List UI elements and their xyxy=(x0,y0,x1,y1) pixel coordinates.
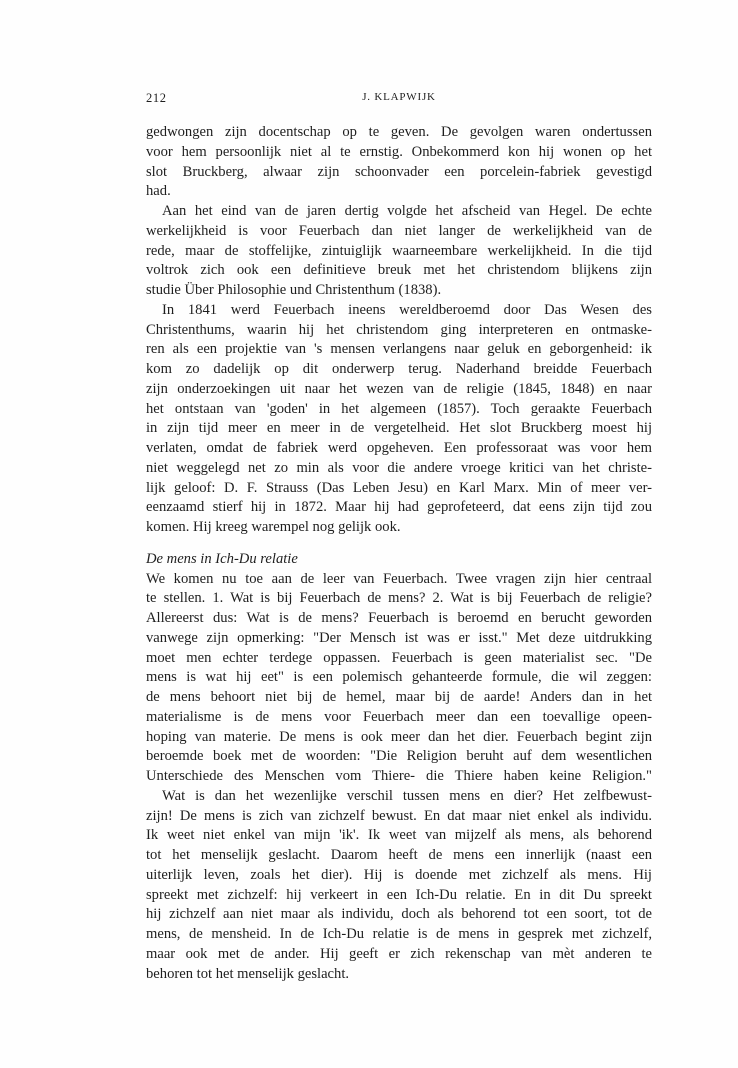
text-line: komen. Hij kreeg warempel nog gelijk ook. xyxy=(146,519,401,535)
body-text xyxy=(146,123,652,984)
text-line: kom zo dadelijk op dit onderwerp terug. Naderhand breidde Feuerbach xyxy=(146,361,652,377)
text-line: In 1841 werd Feuerbach ineens wereldberoemd door Das Wesen des xyxy=(162,301,652,318)
text-line: het ontstaan van 'goden' in het algemeen (1857). Toch geraakte Feuerbach xyxy=(146,400,652,417)
text-line: Allereerst dus: Wat is de mens? Feuerbach is beroemd en berucht geworden xyxy=(146,610,652,626)
text-line: mens, de mensheid. In de Ich-Du relatie is de mens in gesprek met zichzelf, xyxy=(146,926,652,942)
page-number: 212 xyxy=(146,91,167,105)
running-head xyxy=(146,91,652,109)
text-line: ren als een projektie van 's mensen verlangens naar geluk en geborgenheid: ik xyxy=(146,341,652,358)
text-line: in zijn tijd meer en meer in de vergetelheid. Het slot Bruckberg moest hij xyxy=(146,420,652,437)
text-line: eenzaamd stierf hij in 1872. Maar hij had geprofeteerd, dat eens zijn tijd zou xyxy=(146,499,652,516)
text-line: te stellen. 1. Wat is bij Feuerbach de mens? 2. Wat is bij Feuerbach de religie? xyxy=(146,590,652,607)
text-line: Aan het eind van de jaren dertig volgde het afscheid van Hegel. De echte xyxy=(162,203,652,219)
text-line: hij zichzelf aan niet maar als individu, doch als behorend tot een soort, tot de xyxy=(146,906,652,923)
text-line: tot het menselijk geslacht. Daarom heeft de mens een innerlijk (naast een xyxy=(146,847,652,863)
text-line: mens is wat hij eet" is een polemisch gehanteerde formule, die wil zeggen: xyxy=(146,669,652,686)
text-line: voor hem persoonlijk niet al te ernstig. Onbekommerd kon hij wonen op het xyxy=(146,143,652,160)
text-line: spreekt met zichzelf: hij verkeert in een Ich-Du relatie. En in dit Du spreekt xyxy=(146,886,652,903)
text-line: werkelijkheid is voor Feuerbach dan niet langer de werkelijkheid van de xyxy=(146,222,652,239)
text-line: hoping van materie. De mens is ook meer dan het dier. Feuerbach begint zijn xyxy=(146,728,652,745)
section-heading: De mens in Ich-Du relatie xyxy=(146,550,298,567)
text-line: Ik weet niet enkel van mijn 'ik'. Ik weet van mijzelf als mens, als behorend xyxy=(146,827,652,844)
text-line: niet weggelegd net zo min als voor die andere vroege kritici van het christe- xyxy=(146,459,652,476)
text-line: beroemde boek met de woorden: "Die Religion beruht auf dem wesentlichen xyxy=(146,748,652,765)
text-line: zijn onderzoekingen uit naar het wezen van de religie (1845, 1848) en naar xyxy=(146,380,652,397)
text-line: lijk geloof: D. F. Strauss (Das Leben Jesu) en Karl Marx. Min of meer ver- xyxy=(146,479,652,496)
text-line: verlaten, omdat de fabriek werd opgeheven. Een professoraat was voor hem xyxy=(146,440,652,456)
text-line: materialisme is de mens voor Feuerbach meer dan een toevallige opeen- xyxy=(146,708,652,725)
text-line: voltrok zich ook een definitieve breuk met het christendom blijkens zijn xyxy=(146,262,652,279)
text-line: de mens behoort niet bij de hemel, maar bij de aarde! Anders dan in het xyxy=(146,689,652,705)
text-line: behoren tot het menselijk geslacht. xyxy=(146,965,350,982)
text-line: uiterlijk leven, zoals het dier). Hij is doende met zichzelf als mens. Hij xyxy=(146,866,652,883)
text-line: We komen nu toe aan de leer van Feuerbach. Twee vragen zijn hier centraal xyxy=(146,570,652,587)
text-line: had. xyxy=(146,183,171,200)
text-line: zijn! De mens is zich van zichzelf bewust. En dat maar niet enkel als individu. xyxy=(146,807,652,824)
text-line: studie Über Philosophie und Christenthum (1838). xyxy=(146,282,442,298)
text-line: rede, maar de stoffelijke, zintuiglijk waarneembare werkelijkheid. In die tijd xyxy=(146,242,652,259)
text-line: Unterschiede des Menschen vom Thiere- die Thiere haben keine Religion." xyxy=(146,768,652,784)
text-line: gedwongen zijn docentschap op te geven. De gevolgen waren ondertussen xyxy=(146,124,652,140)
text-line: Wat is dan het wezenlijke verschil tussen mens en dier? Het zelfbewust- xyxy=(162,787,652,804)
text-line: moet men echter terdege oppassen. Feuerbach is geen materialist sec. "De xyxy=(146,649,652,666)
text-line: maar ook met de ander. Hij geeft er zich rekenschap van mèt anderen te xyxy=(146,945,652,962)
text-line: slot Bruckberg, alwaar zijn schoonvader een porcelein-fabriek gevestigd xyxy=(146,163,652,180)
text-line: Christenthums, waarin hij het christendom ging interpreteren en ontmaske- xyxy=(146,321,652,338)
text-line: vanwege zijn opmerking: "Der Mensch ist was er isst." Met deze uitdrukking xyxy=(146,629,652,646)
running-title: J. KLAPWIJK xyxy=(362,91,436,103)
